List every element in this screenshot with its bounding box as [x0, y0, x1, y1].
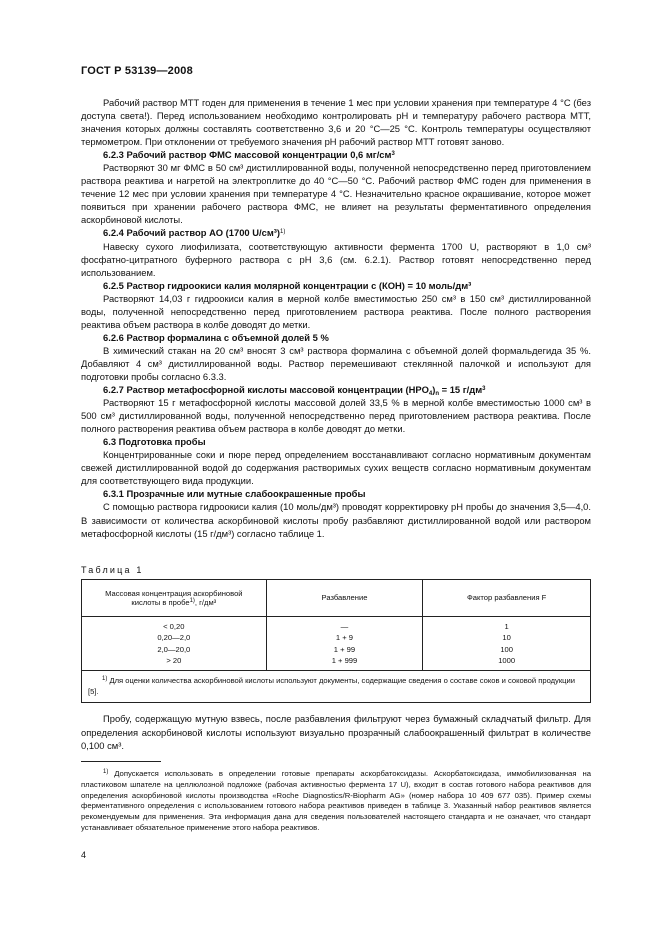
column-header-dilution: Разбавление [266, 580, 423, 617]
section-heading-6-3-1: 6.3.1 Прозрачные или мутные слабоокрашенные пробы [103, 488, 366, 500]
paragraph: Концентрированные соки и пюре перед определением восстанавливают согласно нормативным документам свежей дистиллированной водой до содержания растворимых сухих веществ согласно нормативным документам для соответствующего вида продукции. [81, 449, 591, 487]
paragraph: С помощью раствора гидроокиси калия (10 моль/дм³) проводят корректировку рН пробы до значения 3,5—4,0. В зависимости от количества аскорбиновой кислоты пробу разбавляют дистиллированной водой или раствором метафосфорной кислоты (15 г/дм³) согласно таблице 1. [81, 501, 591, 539]
factor-cell: 1 10 100 1000 [423, 617, 591, 671]
column-header-concentration: Массовая концентрация аскорбиновой кислоты в пробе$^{1)}$, г/дм³ [82, 580, 267, 617]
table-data-row [82, 617, 591, 671]
section-heading-6-2-7: 6.2.7 Раствор метафосфорной кислоты массовой концентрации $(HPO_4)_n = 15$ $г/дм^3$ [103, 384, 486, 398]
page-number: 4 [81, 850, 87, 860]
concentration-cell: < 0,20 0,20—2,0 2,0—20,0 > 20 [82, 617, 267, 671]
after-table-text [81, 712, 591, 753]
section-heading-6-2-3: 6.2.3 Рабочий раствор ФМС массовой концентрации 0,6 $мг/см^3$ [103, 149, 395, 161]
section-heading-6-2-6: 6.2.6 Раствор формалина с объемной долей 5 % [103, 331, 329, 343]
table-footnote: $^{1)}$ Для оценки количества аскорбиновой кислоты используют документы, содержащие сведения о составе соков и соковой продукции [5]. [82, 670, 591, 702]
main-text [81, 96, 591, 540]
table-caption: Таблица 1 [81, 565, 144, 575]
footnote-separator [81, 761, 161, 762]
dilution-table [81, 579, 591, 703]
section-heading-6-3: 6.3 Подготовка пробы [103, 436, 206, 448]
paragraph: В химический стакан на 20 см³ вносят 3 см³ раствора формалина с объемной долей формальдегида 35 %. Добавляют 4 см³ дистиллированной воды. Раствор перемешивают стеклянной палочкой и используют для подготовки пробы согласно 6.3.3. [81, 344, 591, 382]
dilution-cell: — 1 + 9 1 + 99 1 + 999 [266, 617, 423, 671]
paragraph: Растворяют 30 мг ФМС в 50 см³ дистиллированной воды, полученной непосредственно перед приготовлением раствора реактива и нагретой на электроплитке до 40 °С—50 °С. Рабочий раствор ФМС годен для применения в течение 12 мес при условии хранения при температуре 4 °С. Незначительно красное окрашивание, которое может появиться при хранении рабочего раствора ФМС, не влияет на результаты ферментативного определения аскорбиновой кислоты. [81, 162, 591, 226]
paragraph: Растворяют 15 г метафосфорной кислоты массовой долей 33,5 % в мерной колбе вместимостью 1000 см³ в 500 см³ дистиллированной воды, полученной непосредственно перед приготовлением раствора реактива. После полного растворения реактива объем раствора в колбе доводят до метки. [81, 397, 591, 435]
table-footnote-row [82, 670, 591, 702]
column-header-factor: Фактор разбавления F [423, 580, 591, 617]
table-header-row [82, 580, 591, 617]
section-heading-6-2-5: 6.2.5 Раствор гидроокиси калия молярной концентрации c (КОН) = 10 моль/дм³ [103, 279, 472, 291]
paragraph: Пробу, содержащую мутную взвесь, после разбавления фильтруют через бумажный складчатый фильтр. Для определения аскорбиновой кислоты используют визуально прозрачный слабоокрашенный фильтрат в количестве 0,100 см³. [81, 713, 591, 751]
page-footnote: $^{1)}$ Допускается использовать в определении готовые препараты аскорбатоксидазы. Аскорбатоксидаза, иммобилизованная на пластиковом шпателе на целлюлозной подложке (рабочая активностью фермента 17 U), входит в состав готового набора реактивов для определения аскорбиновой кислоты производства «Roche Diagnostics/R-Biopharm AG» (номер набора 10 409 677 035). Пример схемы ферментативного определения с использованием готового набора реактивов приведен в таблице 3. Указанный набор реактивов является рекомендуемым для применения. Эта информация дана для сведения пользователей настоящего стандарта и не означает, что стандарт устанавливает обязательное применение этого набора реактивов. [81, 769, 591, 832]
paragraph: Навеску сухого лиофилизата, соответствующую активности фермента 1700 U, растворяют в 1,0 см³ фосфатно-цитратного буферного раствора с рН 3,6 (см. 6.2.1). Раствор готовят непосредственно перед использованием. [81, 240, 591, 278]
paragraph: Рабочий раствор МТТ годен для применения в течение 1 мес при условии хранения при температуре 4 °С (без доступа света!). Перед использованием необходимо контролировать рН и температуру рабочего раствора МТТ, значения которых должны составлять соответственно 3,6 и 20 °С—25 °С. Контроль температуры осуществляют термометром. При отклонении от требуемого значения рН рабочий раствор МТТ готовят заново. [81, 97, 591, 148]
section-heading-6-2-4: 6.2.4 Рабочий раствор АО (1700 U/см³)$^{1)}$ [103, 227, 286, 239]
document-header: ГОСТ Р 53139—2008 [81, 65, 193, 77]
paragraph: Растворяют 14,03 г гидроокиси калия в мерной колбе вместимостью 250 см³ в 150 см³ дистиллированной воды, полученной непосредственно перед приготовлением раствора реактива. После полного растворения реактива объем раствора в колбе доводят до метки. [81, 292, 591, 330]
